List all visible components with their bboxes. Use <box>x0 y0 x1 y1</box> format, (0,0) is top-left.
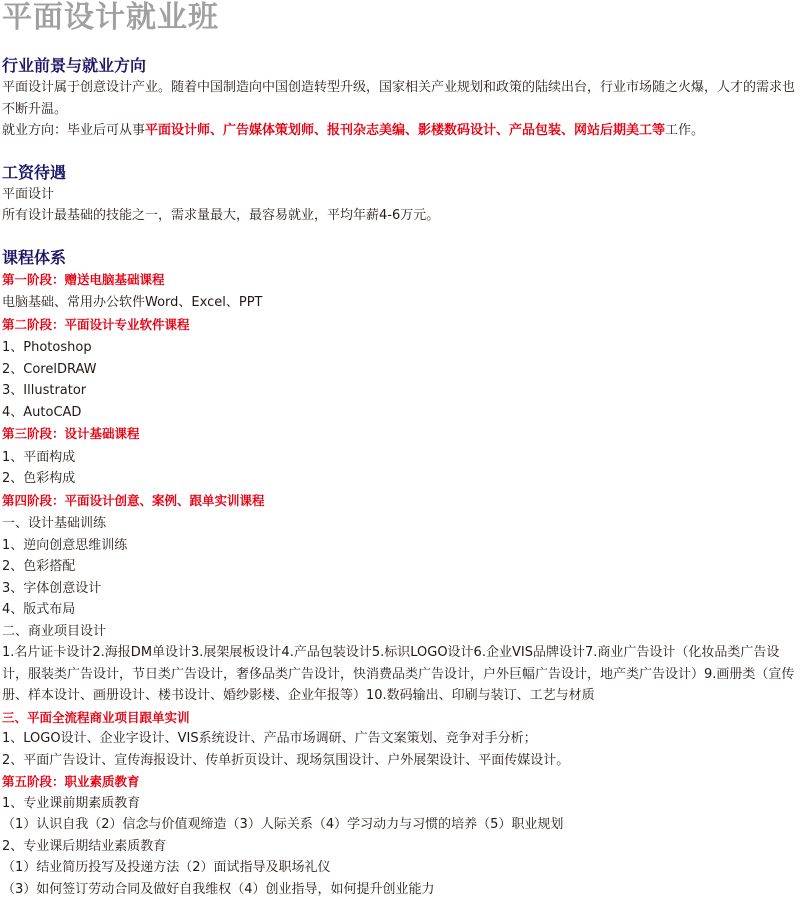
course-line: 2、色彩搭配 <box>2 559 76 574</box>
stage-title: 第三阶段：设计基础课程 <box>2 426 140 441</box>
direction-suffix: 工作。 <box>665 123 705 138</box>
course-line: 2、专业课后期结业素质教育 <box>2 838 167 854</box>
course-line: 2、CorelDRAW <box>2 361 97 377</box>
industry-section <box>2 55 798 142</box>
stage-title: 第二阶段：平面设计专业软件课程 <box>2 316 190 332</box>
salary-line: 所有设计最基础的技能之一，需求量最大，最容易就业，平均年薪4-6万元。 <box>2 208 440 223</box>
industry-heading: 行业前景与就业方向 <box>2 56 147 75</box>
course-line: 4、版式布局 <box>2 602 76 617</box>
stage-subtitle: 三、平面全流程商业项目跟单实训 <box>2 709 190 725</box>
course-line: （3）如何签订劳动合同及做好自我维权（4）创业指导，如何提升创业能力 <box>2 881 435 897</box>
stage-title: 第一阶段：赠送电脑基础课程 <box>2 271 165 287</box>
salary-line: 平面设计 <box>2 186 55 202</box>
course-line: 电脑基础、常用办公软件Word、Excel、PPT <box>2 295 263 310</box>
course-line: 一、设计基础训练 <box>2 516 107 531</box>
course-line: 1、逆向创意思维训练 <box>2 537 128 553</box>
course-line: 2、平面广告设计、宣传海报设计、传单折页设计、现场氛围设计、户外展架设计、平面传媒设计。 <box>2 752 570 768</box>
course-line: 2、色彩构成 <box>2 471 76 486</box>
course-line: 1.名片证卡设计2.海报DM单设计3.展架展板设计4.产品包装设计5.标识LOGO设计6.企业VIS品牌设计7.商业广告设计（化妆品类广告设计，服装类广告设计，节日类广告设计，奢侈品类广告设计，快消费品类广告设计，户外巨幅广告设计，地产类广告设计）9.画册类（宣传册、样本设计、画册设计、楼书设计、婚纱影楼、企业年报等）10.数码输出、印刷与装订、工艺与材质 <box>2 645 795 703</box>
course-line: 4、AutoCAD <box>2 404 82 420</box>
course-line: 1、Photoshop <box>2 340 92 355</box>
course-line: 1、专业课前期素质教育 <box>2 795 141 811</box>
stage-title: 第四阶段：平面设计创意、案例、跟单实训课程 <box>2 492 265 508</box>
course-line: 1、LOGO设计、企业字设计、VIS系统设计、产品市场调研、广告文案策划、竞争对手分析； <box>2 731 537 746</box>
course-line: （1）认识自我（2）信念与价值观缔造（3）人际关系（4）学习动力与习惯的培养（5）职业规划 <box>2 817 564 832</box>
industry-direction <box>2 120 798 142</box>
direction-prefix: 就业方向：毕业后可从事 <box>2 123 146 138</box>
course-line: 3、字体创意设计 <box>2 580 102 596</box>
salary-section <box>2 162 798 227</box>
course-line: 1、平面构成 <box>2 449 76 465</box>
course-line: 3、Illustrator <box>2 383 87 398</box>
salary-heading: 工资待遇 <box>2 162 67 182</box>
courses-heading: 课程体系 <box>2 247 67 267</box>
industry-intro: 平面设计属于创意设计产业。随着中国制造向中国创造转型升级，国家相关产业规划和政策的陆续出台，行业市场随之火爆，人才的需求也不断升温。 <box>2 80 796 117</box>
courses-section <box>2 247 798 901</box>
course-line: 二、商业项目设计 <box>2 623 107 639</box>
page-title: 平面设计就业班 <box>2 0 219 35</box>
stage-title: 第五阶段：职业素质教育 <box>2 774 140 789</box>
course-line: （1）结业简历投写及投递方法（2）面试指导及职场礼仪 <box>2 860 331 875</box>
direction-highlight: 平面设计师、广告媒体策划师、报刊杂志美编、影楼数码设计、产品包装、网站后期美工等 <box>145 123 666 138</box>
